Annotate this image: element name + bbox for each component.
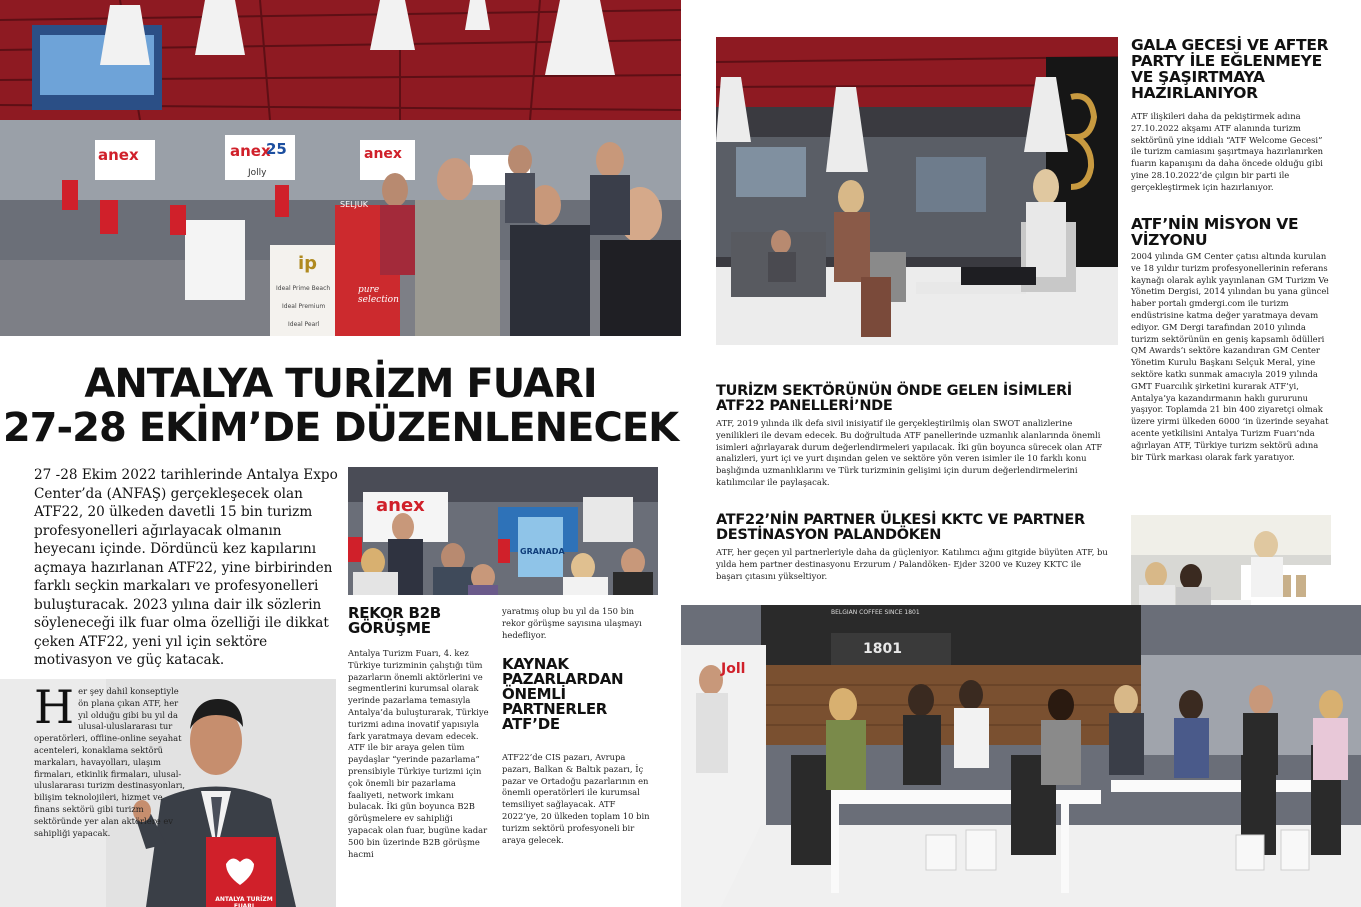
- intro-text: er şey dahil konseptiyle ön plana çıkan ATF, her yıl olduğu gibi bu yıl da ulusal-uluslararası tur operatörleri, offline-online seyahat acenteleri, konaklama sektörü markaları, havayolları, ulaşım firmaları, etkinlik firmaları, ulusal-uluslararası turizm destinasyonları, bilişim teknolojileri, hizmet ve finans sektörü gibi turizm sektöründe yer alan aktörlere ev sahipliği yapacak.: [34, 686, 186, 838]
- intro-paragraph: [34, 680, 186, 839]
- heading-gala-gecesi: GALA GECESİ VE AFTER PARTY İLE EĞLENMEYE VE ŞAŞIRTMAYA HAZIRLANIYOR: [1131, 36, 1329, 102]
- sign-ideal-premium: Ideal Premium: [282, 303, 326, 310]
- body-turizm-sektoru: ATF, 2019 yılında ilk defa sivil inisiyatif ile gerçekleştirilmiş olan SWOT analizlerine yenilikleri ile devam edecek. Bu doğrultuda ATF panellerinde uzmanlık alanlarında önemli isimleri ağırlayarak durum değerlendirmeleri yapılacak. İki gün boyunca sürecek olan ATF analizleri, yurt içi ve yurt dışından gelen ve sektöre yön veren isimler ile 10 farklı konu başlığında uzmanlıklarını ve Türk turizminin gelişimi için durum değerlendirmelerini katılımcılar ile paylaşacak.: [716, 418, 1103, 487]
- heading-turizm-sektoru: TURİZM SEKTÖRÜNÜN ÖNDE GELEN İSİMLERİ ATF22 PANELLERİ’NDE: [716, 383, 1072, 414]
- heading-rekor-b2b: REKOR B2B GÖRÜŞME: [348, 604, 441, 637]
- sign-ip: ip: [298, 253, 318, 274]
- photo-cafe-booth: [681, 605, 1361, 907]
- body-gala-gecesi: ATF ilişkileri daha da pekiştirmek adına 27.10.2022 akşamı ATF alanında turizm sektörünü yine iddialı “ATF Welcome Gecesi” ile turizm camiasını şaşırtmaya hazırlanırken fuarın kapanışını da daha öncede olduğu gibi yine 28.10.2022’de çılgın bir parti ile gerçekleştirmek için hazırlanıyor.: [1131, 111, 1324, 192]
- photo-exhibition-hall: [0, 0, 681, 336]
- body-rekor-b2b-cont: yaratmış olup bu yıl da 150 bin rekor görüşme sayısına ulaşmayı hedefliyor.: [502, 606, 642, 640]
- sign-25: 25: [266, 140, 287, 158]
- photo-exhibition-crowd: [348, 467, 658, 595]
- sign-cafe: BELGIAN COFFEE SINCE 1801: [831, 609, 920, 616]
- page-title-line1: ANTALYA TURİZM FUARI: [84, 361, 597, 407]
- sign-anex-1: anex: [98, 146, 139, 164]
- body-kaynak-pazarlar: ATF22’de CIS pazarı, Avrupa pazarı, Balkan & Baltık pazarı, İç pazar ve Ortadoğu pazarlarının en önemli operatörleri ile kurumsal temsiliyet sağlayacak. ATF 2022’ye, 20 ülkeden toplam 10 bin turizm sektörü profesyoneli bir araya gelecek.: [502, 752, 650, 845]
- lead-paragraph: 27 -28 Ekim 2022 tarihlerinde Antalya Expo Center’da (ANFAŞ) gerçekleşecek olan ATF22, 20 ülkeden davetli 15 bin turizm profesyonelleri ağırlayacak olmanın heyecanı içinde. Dördüncü kez kapılarını açmaya hazırlanan ATF22, yine birbirinden farklı seçkin markaları ve profesyonelleri buluşturacak. 2023 yılına dair ilk sözlerin söyleneceği ilk fuar olma özelliği ile dikkat çeken ATF22, yeni yıl için sektöre motivasyon ve güç katacak.: [34, 467, 338, 668]
- sign-ideal-prime: Ideal Prime Beach: [276, 285, 331, 292]
- body-partner-ulkesi: ATF, her geçen yıl partnerleriyle daha da güçleniyor. Katılımcı ağını gitgide büyüten ATF, bu yılda hem partner destinasyonu Erzurum / Palandöken- Ejder 3200 ve Kuzey KKTC ile başarı çıtasını yükseltiyor.: [716, 547, 1108, 581]
- sign-granada: GRANADA: [520, 547, 565, 556]
- sign-jolly-2: Joll: [721, 661, 746, 677]
- sign-seljuk: SELJUK: [340, 200, 369, 209]
- sign-jolly: Jolly: [248, 168, 267, 178]
- body-misyon-vizyon: 2004 yılında GM Center çatısı altında kurulan ve 18 yıldır turizm profesyonellerinin referans kaynağı olarak aylık yayınlanan GM Turizm Ve Yönetim Dergisi, 2014 yılından bu yana güncel haber portalı gmdergi.com ile turizm endüstrisine katma değer yaratmaya devam ediyor. GM Dergi tarafından 2010 yılında turizm sektörünün en geniş kapsamlı ödülleri QM Awards’ı sektöre kazandıran GM Center Yönetim Kurulu Başkanı Selçuk Meral, yine sektöre katkı sunmak amacıyla 2019 yılında GMT Fuarcılık şirketini kurarak ATF’yi, Antalya’ya kazandırmanın haklı gururunu yaşıyor. Toplamda 21 bin 400 ziyaretçi olmak üzere yirmi ülkeden 6000 ‘in üzerinde seyahat acente yetkilisini Antalya Turizm Fuarı’nda ağırlayan ATF, Türkiye turizm sektörü adına bir Türk markası olarak fark yaratıyor.: [1131, 251, 1330, 462]
- sign-1801: 1801: [863, 641, 902, 657]
- intro-dropcap: H: [34, 680, 75, 734]
- photo-lounge-women: [716, 37, 1118, 345]
- heading-misyon-vizyon: ATF’NİN MİSYON VE VİZYONU: [1131, 215, 1299, 249]
- sign-anex-4: anex: [376, 495, 425, 516]
- book-title: ANTALYA TURİZM FUARI: [215, 896, 273, 907]
- body-rekor-b2b: Antalya Turizm Fuarı, 4. kez Türkiye turizminin çalıştığı tüm pazarların önemli aktörlerini ve segmentlerini kurumsal olarak yerinde pazarlama temasıyla Antalya’da buluşturarak, Türkiye turizmi adına inovatif yapısıyla fark yaratmaya devam edecek. ATF ile bir araya gelen tüm paydaşlar “yerinde pazarlama” prensibiyle Türkiye turizmi için çok önemli bir pazarlama faaliyeti, network imkanı bulacak. İki gün boyunca B2B görüşmelere ev sahipliği yapacak olan fuar, bugüne kadar 500 bin üzerinde B2B görüşme hacmi: [348, 648, 489, 859]
- sign-anex-2: anex: [230, 142, 271, 160]
- page-title-line2: 27-28 EKİM’DE DÜZENLENECEK: [2, 405, 679, 451]
- sign-pure-selection: pure selection: [358, 285, 399, 305]
- heading-partner-ulkesi: ATF22’NİN PARTNER ÜLKESİ KKTC VE PARTNER DESTİNASYON PALANDÖKEN: [716, 512, 1085, 543]
- heading-kaynak-pazarlar: KAYNAK PAZARLARDAN ÖNEMLİ PARTNERLER ATF’DE: [502, 655, 624, 733]
- sign-anex-3: anex: [364, 146, 402, 162]
- sign-ideal-pearl: Ideal Pearl: [288, 321, 320, 328]
